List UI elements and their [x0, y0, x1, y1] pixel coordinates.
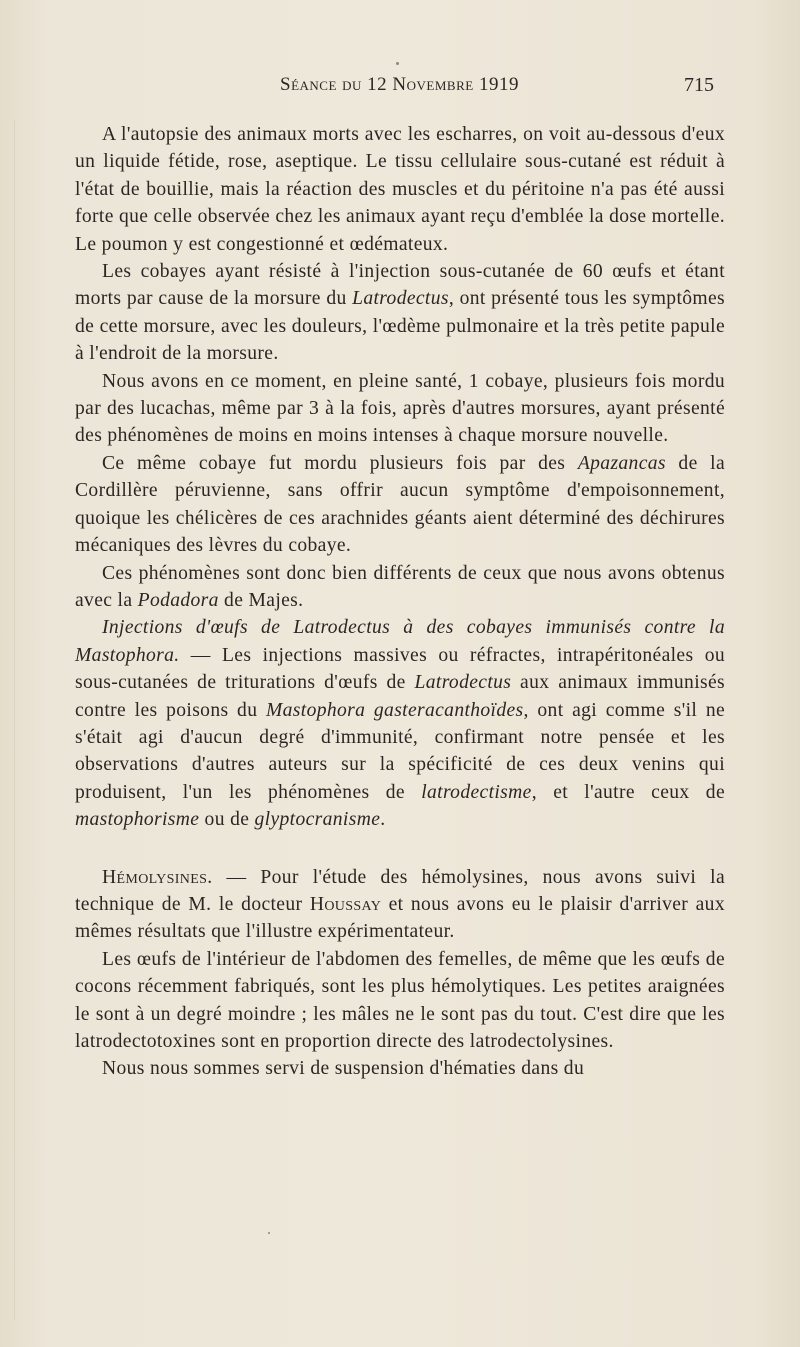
- page-number: 715: [684, 74, 714, 96]
- paragraph-lucachas-text: Nous avons en ce moment, en pleine santé, 1 cobaye, plusieurs fois mordu par des lucachas, même par 3 à la fois, après d'autres morsures, ayant présenté des phénomènes de moins en moins intenses à chaque morsure nouvelle.: [75, 370, 725, 447]
- text-run: .: [380, 809, 386, 831]
- text-run: Les cobayes ayant résisté à l'injection sous-cutanée de 60 œufs et étant morts par cause de la morsure du: [75, 261, 725, 310]
- text-run: — Les injections massives ou réfractes, intrapéritonéales ou sous-cutanées de triturations d'œufs de: [75, 644, 725, 694]
- text-run: de Majes.: [218, 589, 304, 611]
- paragraph-cobayes-resistance: [75, 258, 725, 368]
- paper-speck: [268, 1232, 270, 1234]
- italic-term: glyptocranisme: [254, 809, 381, 831]
- text-run: Ces phénomènes sont donc bien différents de ceux que nous avons obtenus avec la: [75, 562, 725, 611]
- page-edge-shadow: [14, 120, 15, 1320]
- italic-term: Mastophora gasteracanthoïdes: [265, 699, 524, 721]
- paragraph-autopsy-text: A l'autopsie des animaux morts avec les escharres, on voit au-dessous d'eux un liquide fétide, rose, aseptique. Le tissu cellulaire sous-cutané est réduit à l'état de bouillie, mais la réaction des muscles et du péritoine n'a pas été aussi forte que celle observée chez les animaux ayant reçu d'emblée la dose mortelle. Le poumon y est congestionné et œdémateux.: [75, 124, 725, 255]
- text-run: de la Cordillère péruvienne, sans offrir aucun symptôme d'empoisonnement, quoique les chélicères de ces arachnides géants aient déterminé des déchirures mécaniques des lèvres du cobaye.: [75, 452, 726, 557]
- author-name: Houssay: [309, 893, 382, 915]
- text-run: , ont agi comme s'il ne s'était agi d'aucun degré d'immunité, confirmant notre pensée et les observations d'autres auteurs sur la spécificité de ces deux venins qui produisent, l'un les phénomènes de: [75, 699, 726, 803]
- body-text: [75, 121, 725, 1083]
- paragraph-apazancas: [75, 450, 725, 560]
- paragraph-autopsy: [75, 121, 725, 258]
- text-run: et nous avons eu le plaisir d'arriver aux mêmes résultats que l'illustre expérimentateur.: [75, 893, 725, 943]
- paragraph-hemolysines: [75, 864, 725, 946]
- text-run: Ce même cobaye fut mordu plusieurs fois par des: [102, 452, 578, 474]
- paragraph-oeufs-hemolytiques: [75, 946, 725, 1056]
- paragraph-injections: [75, 614, 725, 833]
- text-run: — Pour l'étude des hémolysines, nous avons suivi la technique de M. le docteur: [75, 866, 725, 915]
- italic-term: mastophorisme: [75, 809, 200, 831]
- paragraph-podadora: [75, 560, 725, 615]
- paragraph-hematies-text: Nous nous sommes servi de suspension d'hématies dans du: [102, 1058, 585, 1080]
- running-title: Séance du 12 Novembre 1919: [280, 74, 519, 95]
- italic-term: latrodectisme: [421, 781, 532, 803]
- paragraph-hematies: [75, 1055, 725, 1082]
- italic-term: Podadora: [137, 589, 219, 611]
- italic-term: Latrodectus: [352, 288, 449, 310]
- text-run: aux animaux immunisés contre les poisons du: [75, 672, 725, 721]
- section-heading-hemolysines: Hémolysines.: [102, 866, 213, 888]
- paragraph-lucachas: [75, 368, 725, 450]
- text-run: , ont présenté tous les symptômes de cette morsure, avec les douleurs, l'œdème pulmonaire et la très petite papule à l'endroit de la morsure.: [75, 288, 725, 365]
- paper-speck: [396, 62, 399, 65]
- text-run: , et l'autre ceux de: [531, 781, 725, 803]
- text-run: ou de: [199, 809, 255, 831]
- paragraph-oeufs-text: Les œufs de l'intérieur de l'abdomen des femelles, de même que les œufs de cocons récemment fabriqués, sont les plus hémolytiques. Les petites araignées le sont à un degré moindre ; les mâles ne le sont pas du tout. C'est dire que les latrodectotoxines sont en proportion directe des latrodectolysines.: [75, 948, 725, 1052]
- italic-term: Latrodectus: [414, 672, 512, 694]
- italic-term: Apazancas: [577, 452, 666, 474]
- page-header: [0, 74, 800, 104]
- section-heading-injections: Injections d'œufs de Latrodectus à des cobayes immunisés contre la Mastophora.: [75, 617, 725, 666]
